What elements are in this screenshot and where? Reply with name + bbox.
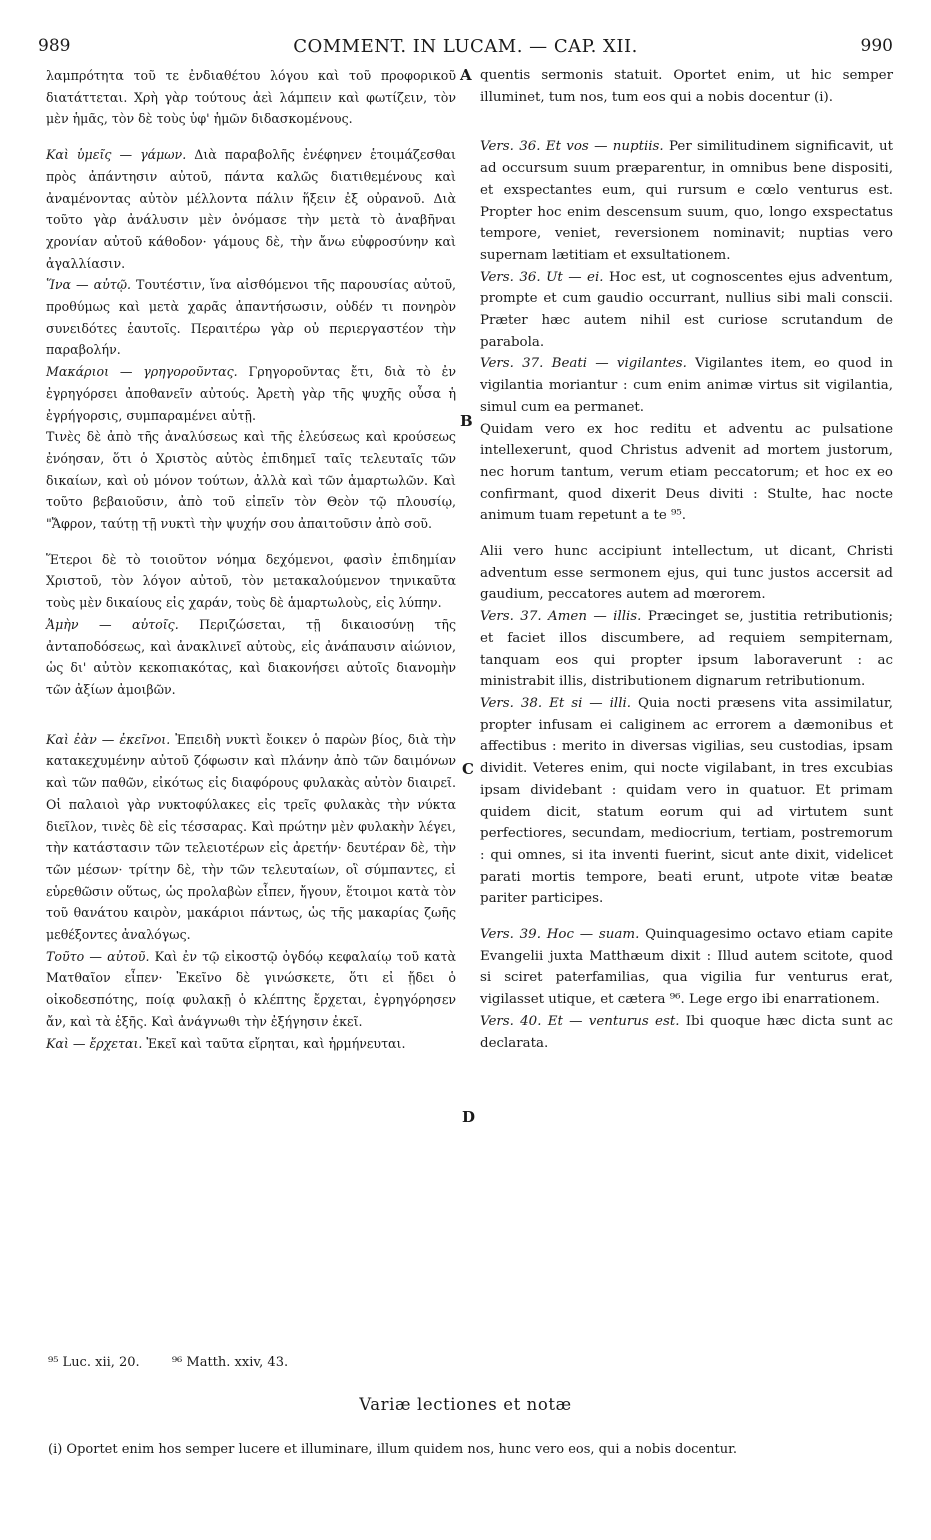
greek-paragraph <box>46 361 456 426</box>
latin-text: Per similitudinem significavit, ut ad occursum suum præparentur, in omnibus bene dispositi, et exspectantes eum, qui rursum e cœlo venturus est. Propter hoc enim descensum suum, quo, longo exspectatus tempore, veniet, reversionem nominavit; nuptias vero supernam lætitiam et exsultationem. <box>480 139 893 263</box>
latin-text: Vigilantes item, eo quod in vigilantia moriantur : cum enim animæ virtus sit vigilantia, simul cum ea permanet. <box>480 356 894 415</box>
latin-lemma: Vers. 39. Hoc — suam. <box>480 927 640 943</box>
latin-lemma: Vers. 36. Et vos — nuptiis. <box>480 139 664 155</box>
margin-marker-c: C <box>462 760 474 778</box>
variae-lectiones-note: (i) Oportet enim hos semper lucere et illuminare, illum quidem nos, hunc vero eos, qui a nobis docentur. <box>48 1442 738 1457</box>
greek-paragraph <box>46 614 456 701</box>
greek-paragraph <box>46 65 456 130</box>
greek-lemma: Καὶ ὑμεῖς — γάμων. <box>46 147 187 163</box>
greek-column <box>46 65 456 1054</box>
latin-text: Quinquagesimo octavo etiam capite Evangelii juxta Matthæum dixit : Illud autem scitote, quod si sciret paterfamilias, qua vigilia fur venturus erat, vigilasset utique, et cætera ⁹⁶. Lege ergo ibi enarrationem. <box>480 927 893 1008</box>
latin-lemma: Vers. 40. Et — venturus est. <box>480 1013 680 1029</box>
latin-text: Quia nocti præsens vita assimilatur, propter infusam ei caliginem ac errorem a dæmonibus et affectibus : merito in diversas vigilias, seu custodias, ipsam dividit. Veteres enim, qui nocte vigilabant, in tres excubias ipsam dividebant : quidam vero in quatuor. Et primam quidem dicit, statum eorum qui ad virtutem sunt perfectiores, secundam, mediocrium, tertiam, postremorum : qui omnes, si ita inventi fuerint, sicut ante dixit, videlicet parati mortis tempore, beati erunt, utpote vitæ beatæ pariter participes. <box>480 695 894 907</box>
latin-paragraph <box>480 1011 893 1054</box>
greek-lemma: Ἀμὴν — αὐτοῖς. <box>46 616 179 632</box>
latin-paragraph <box>480 606 893 693</box>
greek-lemma: Ἵνα — αὐτῷ. <box>46 277 132 293</box>
margin-marker-d: D <box>462 1108 476 1126</box>
page-header <box>38 36 893 62</box>
margin-marker-a: A <box>460 66 472 84</box>
margin-marker-b: B <box>460 412 473 430</box>
latin-paragraph <box>480 65 893 108</box>
greek-lemma: Μακάριοι — γρηγοροῦντας. <box>46 364 238 380</box>
latin-paragraph <box>480 693 893 910</box>
latin-paragraph <box>480 924 893 1011</box>
running-title: COMMENT. IN LUCAM. — CAP. XII. <box>293 36 638 57</box>
latin-paragraph <box>480 541 893 606</box>
footnote-96: ⁹⁶ Matth. xxiv, 43. <box>171 1355 289 1370</box>
greek-text: Ἐπειδὴ νυκτὶ ἔοικεν ὁ παρὼν βίος, διὰ τὴν κατακεχυμένην αὐτοῦ ζόφωσιν καὶ πλάνην ἀπὸ τῶν δαιμόνων καὶ τῶν παθῶν, εἰκότως εἰς διαφόρους φυλακὰς αὐτὸν διαιρεῖ. Οἱ παλαιοὶ γὰρ νυκτοφύλακες εἰς τρεῖς φυλακὰς τὴν νύκτα διεῖλον, τινὲς δὲ εἰς τέσσαρας. Καὶ πρώτην μὲν φυλακὴν λέγει, τὴν κατάστασιν τῶν τελειοτέρων εἰς ἀρετήν· δευτέραν δὲ, τὴν τῶν μέσων· τρίτην δὲ, τὴν τῶν τελευταίων, οἳ σύμπαντες, εἰ εὑρεθῶσιν οὕτως, ὡς προλαβὼν εἶπεν, ἤγουν, ἕτοιμοι κατὰ τὸν τοῦ θανάτου καιρὸν, μακάριοι πάντως, ὡς τῆς μακαρίας ζωῆς μεθέξοντες ἀναλόγως. <box>46 731 456 943</box>
latin-lemma: Vers. 37. Beati — vigilantes. <box>480 356 687 372</box>
page-number-left: 989 <box>38 36 71 56</box>
footnotes <box>48 1355 316 1370</box>
greek-text: Τουτέστιν, ἵνα αἰσθόμενοι τῆς παρουσίας αὐτοῦ, προθύμως καὶ μετὰ χαρᾶς ἀπαντήσωσιν, οὐδέν τι πονηρὸν συνειδότες ἑαυτοῖς. Περαιτέρω γὰρ οὐ περιεργαστέον τὴν παραβολήν. <box>46 277 456 358</box>
latin-text: Alii vero hunc accipiunt intellectum, ut dicant, Christi adventum esse sermonem ejus, qui tunc justos accersit ad gaudium, peccatores autem ad mœrorem. <box>480 544 893 603</box>
latin-paragraph <box>480 267 893 354</box>
greek-paragraph <box>46 549 456 614</box>
latin-paragraph <box>480 419 893 528</box>
greek-paragraph <box>46 426 456 535</box>
latin-text: Hoc est, ut cognoscentes ejus adventum, prompte et cum gaudio occurrant, nullius sibi mali conscii. Præter hæc autem nihil est curiose scrutandum de parabola. <box>480 269 893 350</box>
latin-paragraph <box>480 353 893 418</box>
variae-lectiones-heading: Variæ lectiones et notæ <box>359 1395 572 1414</box>
greek-text: Ἐκεῖ καὶ ταῦτα εἴρηται, καὶ ἡρμήνευται. <box>142 1035 406 1051</box>
greek-paragraph <box>46 946 456 1033</box>
greek-text: Καὶ ἐν τῷ εἰκοστῷ ὀγδόῳ κεφαλαίῳ τοῦ κατὰ Ματθαῖον εἶπεν· Ἐκεῖνο δὲ γινώσκετε, ὅτι εἰ ᾔδει ὁ οἰκοδεσπότης, ποίᾳ φυλακῇ ὁ κλέπτης ἔρχεται, ἐγρηγόρησεν ἄν, καὶ τὰ ἑξῆς. Καὶ ἀνάγνωθι τὴν ἐξήγησιν ἐκεῖ. <box>46 948 456 1029</box>
latin-text: Præcinget se, justitia retributionis; et faciet illos discumbere, ad requiem sempiternam, tanquam eos qui propter ipsum laboraverunt : ac ministrabit illis, distributionem dignarum retributionum. <box>480 609 893 690</box>
page-number-right: 990 <box>860 36 893 56</box>
latin-text: quentis sermonis statuit. Oportet enim, ut hic semper illuminet, tum nos, tum eos qui a nobis docentur (i). <box>480 68 893 105</box>
greek-text: Διὰ παραβολῆς ἐνέφηνεν ἑτοιμάζεσθαι πρὸς ἀπάντησιν αὐτοῦ, πάντα καλῶς διατιθεμένους καὶ ἀναμένοντας αὐτὸν μέλλοντα πάλιν ἥξειν ἐξ οὐρανοῦ. Διὰ τοῦτο γὰρ ἀνάλυσιν μὲν ὀνόμασε τὴν μετὰ τὸ ἀναβῆναι χρονίαν αὐτοῦ κάθοδον· γάμους δὲ, τὴν ἄνω εὐφροσύνην καὶ ἀγαλλίασιν. <box>46 147 456 271</box>
footnote-95: ⁹⁵ Luc. xii, 20. <box>48 1355 140 1370</box>
greek-lemma: Τοῦτο — αὐτοῦ. <box>46 948 150 964</box>
greek-text: Ἕτεροι δὲ τὸ τοιοῦτον νόημα δεχόμενοι, φασὶν ἐπιδημίαν Χριστοῦ, τὸν λόγον αὐτοῦ, τὸν μετακαλούμενον τηνικαῦτα τοὺς μὲν δικαίους εἰς χαράν, τοὺς δὲ ἁμαρτωλοὺς, εἰς λύπην. <box>46 551 456 611</box>
greek-paragraph <box>46 274 456 361</box>
greek-lemma: Καὶ ἐὰν — ἐκεῖνοι. <box>46 731 171 747</box>
latin-lemma: Vers. 36. Ut — ei. <box>480 269 604 285</box>
latin-column <box>480 65 893 1054</box>
greek-lemma: Καὶ — ἔρχεται. <box>46 1035 143 1051</box>
greek-paragraph <box>46 144 456 274</box>
greek-text: Τινὲς δὲ ἀπὸ τῆς ἀναλύσεως καὶ τῆς ἐλεύσεως καὶ κρούσεως ἐνόησαν, ὅτι ὁ Χριστὸς αὐτὸς ἐπιδημεῖ ταῖς τελευταῖς τῶν δικαίων, καὶ οὐ μόνον τούτων, ἀλλὰ καὶ τῶν ἁμαρτωλῶν. Καὶ τοῦτο βεβαιοῦσιν, ἀπὸ τοῦ εἰπεῖν τὸν Θεὸν τῷ πλουσίῳ, "Ἄφρον, ταύτῃ τῇ νυκτὶ τὴν ψυχήν σου ἀπαιτοῦσιν ἀπὸ σοῦ. <box>46 429 456 532</box>
greek-text: λαμπρότητα τοῦ τε ἐνδιαθέτου λόγου καὶ τοῦ προφορικοῦ διατάττεται. Χρὴ γὰρ τούτους ἀεὶ λάμπειν καὶ φωτίζειν, τὸν μὲν ἡμᾶς, τὸν δὲ τοὺς ὑφ' ἡμῶν διδασκομένους. <box>46 68 456 127</box>
greek-text: Γρηγοροῦντας ἔτι, διὰ τὸ ἐν ἐγρηγόρσει ἀποθανεῖν αὐτούς. Ἀρετὴ γὰρ τῆς ψυχῆς οὖσα ἡ ἐγρήγορσις, συμπαραμένει αὐτῇ. <box>46 364 456 423</box>
latin-paragraph <box>480 136 893 266</box>
latin-lemma: Vers. 38. Et si — illi. <box>480 695 632 711</box>
latin-text: Ibi quoque hæc dicta sunt ac declarata. <box>480 1013 893 1051</box>
latin-text: Quidam vero ex hoc reditu et adventu ac pulsatione intellexerunt, quod Christus advenit ad mortem justorum, nec horum tantum, verum etiam peccatorum; et hoc ex eo confirmant, quod dixerit Deus diviti : Stulte, hac nocte animum tuam repetunt a te ⁹⁵. <box>480 421 893 524</box>
greek-paragraph <box>46 729 456 946</box>
latin-lemma: Vers. 37. Amen — illis. <box>480 609 642 625</box>
greek-text: Περιζώσεται, τῇ δικαιοσύνῃ τῆς ἀνταποδόσεως, καὶ ἀνακλινεῖ αὐτοὺς, εἰς ἀνάπαυσιν αἰώνιον, ὡς δι' αὐτὸν κεκοπιακότας, καὶ διακονήσει αὐτοῖς διανομὴν τῶν ἀξίων ἀμοιβῶν. <box>46 616 456 697</box>
greek-paragraph <box>46 1033 456 1055</box>
